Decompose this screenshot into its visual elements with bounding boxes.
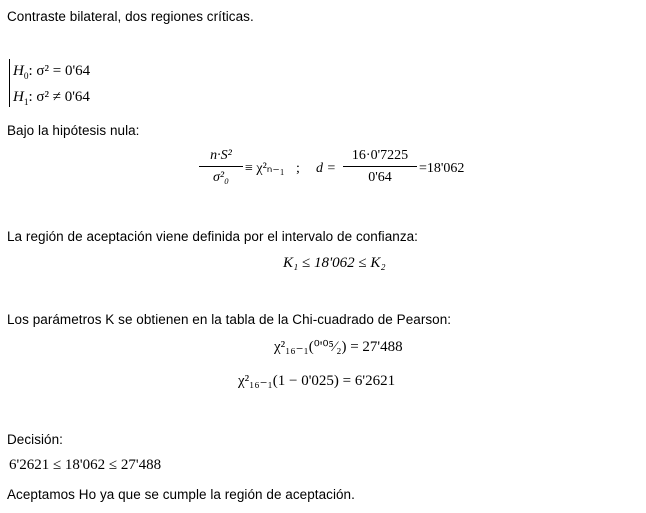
statistic-numerator: n·S² [210, 148, 232, 163]
statistic-separator: ; [296, 161, 300, 176]
hypothesis-bracket [9, 59, 10, 107]
decision-label: Decisión: [7, 432, 63, 447]
h0-subscript: 0 [23, 72, 29, 82]
decision-equation: 6'2621 ≤ 18'062 ≤ 27'488 [9, 457, 162, 473]
hypothesis-h1 [13, 89, 90, 108]
h1-subscript: 1 [23, 98, 29, 108]
params-label: Los parámetros K se obtienen en la tabla de la Chi-cuadrado de Pearson: [7, 312, 452, 327]
h1-symbol: H [13, 89, 24, 105]
d-label: d = [316, 161, 336, 176]
null-hypothesis-label: Bajo la hipótesis nula: [7, 123, 140, 138]
statistic-distribution: ≡ χ²ₙ₋₁ [245, 161, 285, 176]
h0-symbol: H [13, 63, 24, 79]
statistic-fraction [199, 148, 243, 186]
d-numerator: 16·0'7225 [351, 148, 409, 163]
d-denominator: 0'64 [368, 170, 392, 185]
acceptance-label: La región de aceptación viene definida por el intervalo de confianza: [7, 229, 418, 244]
chi-equation-upper: χ²₁₆₋₁(⁰'⁰⁵⁄₂) = 27'488 [274, 339, 403, 355]
d-result: =18'062 [419, 161, 465, 176]
statistic-denominator: σ²₀ [213, 170, 229, 185]
h1-relation: : σ² ≠ 0'64 [28, 89, 90, 105]
d-fraction [343, 148, 417, 186]
conclusion-text: Aceptamos Ho ya que se cumple la región de aceptación. [7, 487, 355, 502]
chi-equation-lower: χ²₁₆₋₁(1 − 0'025) = 6'2621 [238, 373, 396, 389]
hypothesis-h0 [13, 63, 91, 82]
confidence-interval: K₁ ≤ 18'062 ≤ K₂ [283, 255, 386, 271]
intro-text: Contraste bilateral, dos regiones críticas. [7, 9, 254, 24]
h0-relation: : σ² = 0'64 [28, 63, 91, 79]
